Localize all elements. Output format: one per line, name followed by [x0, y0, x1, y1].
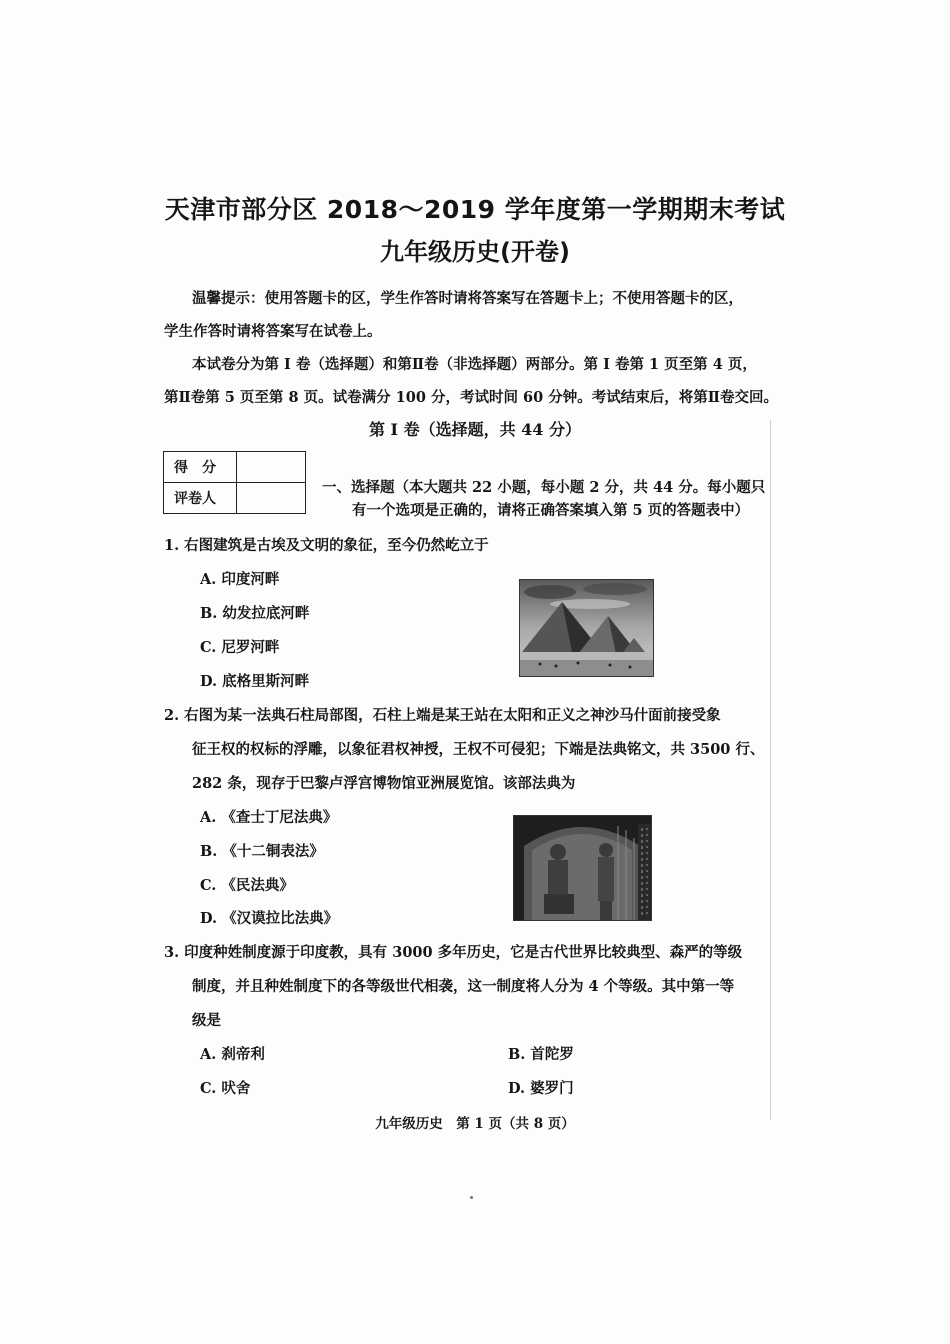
grader-field: [237, 483, 306, 514]
score-table: [163, 451, 306, 514]
page-footer: 九年级历史 第 1 页（共 8 页）: [375, 1116, 575, 1132]
question-1-option-b: B. 幼发拉底河畔: [200, 605, 310, 622]
question-3-stem-line-3: 级是: [192, 1012, 221, 1029]
question-1-stem: 1. 右图建筑是古埃及文明的象征，至今仍然屹立于: [164, 537, 489, 554]
question-3-option-a: A. 刹帝利: [200, 1046, 265, 1063]
pyramids-icon: [520, 580, 653, 676]
score-label: 得 分: [164, 452, 237, 483]
question-3-option-b: B. 首陀罗: [508, 1046, 574, 1063]
question-2-option-b: B. 《十二铜表法》: [200, 843, 324, 860]
question-2-option-c: C. 《民法典》: [200, 877, 294, 894]
question-2-option-a: A. 《查士丁尼法典》: [200, 809, 338, 826]
question-1-option-a: A. 印度河畔: [200, 571, 280, 588]
stele-icon: [514, 816, 651, 920]
question-2-option-d: D. 《汉谟拉比法典》: [200, 910, 339, 927]
score-row: [164, 452, 306, 483]
instruction-line-1: 一、选择题（本大题共 22 小题，每小题 2 分，共 44 分。每小题只: [322, 479, 766, 496]
question-2-stem-line-1: 2. 右图为某一法典石柱局部图，石柱上端是某王站在太阳和正义之神沙马什面前接受象: [164, 707, 721, 724]
section-title: 第 I 卷（选择题，共 44 分）: [368, 420, 582, 439]
instruction-line-2: 有一个选项是正确的，请将正确答案填入第 5 页的答题表中）: [352, 502, 750, 519]
question-3-option-d: D. 婆罗门: [508, 1080, 574, 1097]
stele-image: [513, 815, 652, 921]
score-field: [237, 452, 306, 483]
question-2-stem-line-3: 282 条，现存于巴黎卢浮宫博物馆亚洲展览馆。该部法典为: [192, 775, 576, 792]
pyramids-image: [519, 579, 654, 677]
exam-title: 天津市部分区 2018～2019 学年度第一学期期末考试: [164, 195, 786, 224]
question-1-option-c: C. 尼罗河畔: [200, 639, 280, 656]
scan-edge-line: [770, 420, 771, 1120]
grader-row: [164, 483, 306, 514]
question-1-option-d: D. 底格里斯河畔: [200, 673, 310, 690]
question-3-stem-line-1: 3. 印度种姓制度源于印度教，具有 3000 多年历史，它是古代世界比较典型、森严的等级: [164, 944, 743, 961]
exam-subtitle: 九年级历史(开卷): [380, 238, 570, 266]
info-line-1: 本试卷分为第 I 卷（选择题）和第Ⅱ卷（非选择题）两部分。第 I 卷第 1 页至第 4 页，: [192, 356, 757, 373]
tip-line-1: 温馨提示：使用答题卡的区，学生作答时请将答案写在答题卡上；不使用答题卡的区，: [192, 290, 743, 307]
info-line-2: 第Ⅱ卷第 5 页至第 8 页。试卷满分 100 分，考试时间 60 分钟。考试结束后，将第Ⅱ卷交回。: [164, 389, 778, 406]
grader-label: 评卷人: [164, 483, 237, 514]
tip-line-2: 学生作答时请将答案写在试卷上。: [164, 323, 382, 340]
question-3-option-c: C. 吠舍: [200, 1080, 251, 1097]
question-2-stem-line-2: 征王权的权标的浮雕，以象征君权神授，王权不可侵犯；下端是法典铭文，共 3500 行、: [192, 741, 765, 758]
scan-speck: [470, 1196, 473, 1199]
question-3-stem-line-2: 制度，并且种姓制度下的各等级世代相袭，这一制度将人分为 4 个等级。其中第一等: [192, 978, 735, 995]
